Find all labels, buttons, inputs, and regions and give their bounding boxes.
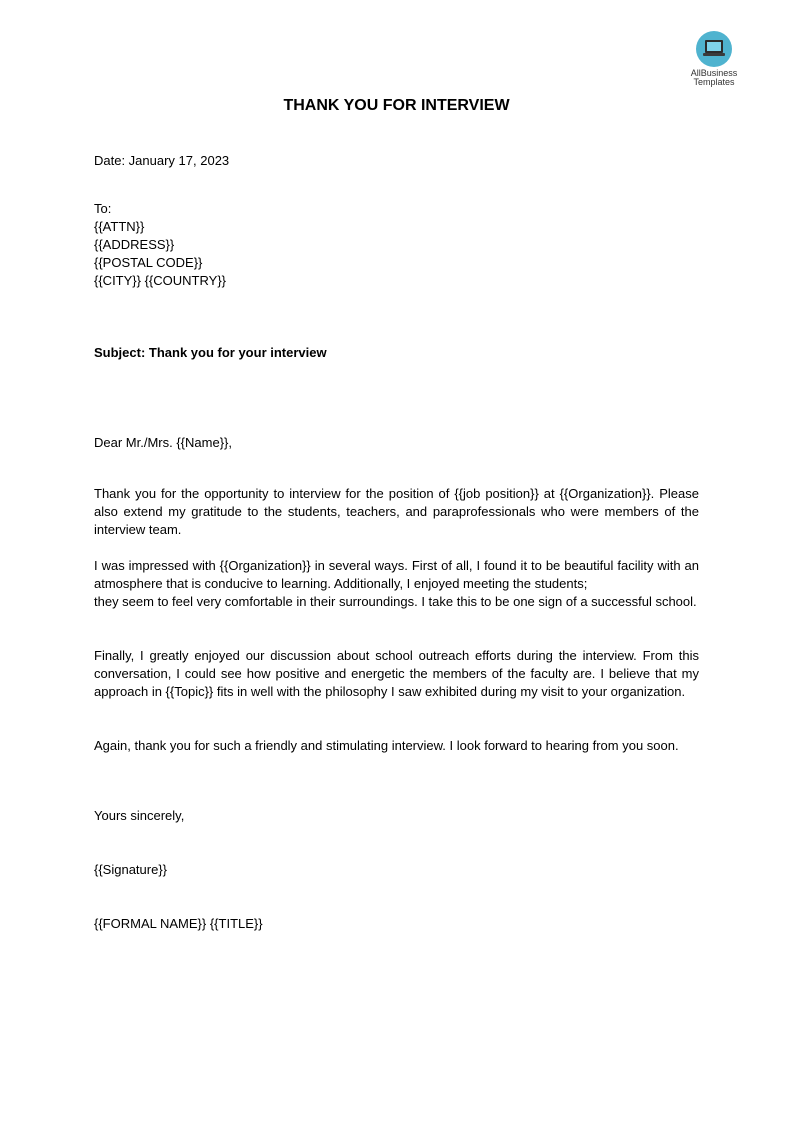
- body-paragraph-2-continued: they seem to feel very comfortable in their surroundings. I take this to be one sign of a successful school.: [94, 594, 697, 609]
- recipient-attn: {{ATTN}}: [94, 219, 145, 234]
- letter-salutation: Dear Mr./Mrs. {{Name}},: [94, 435, 232, 450]
- body-paragraph-1: Thank you for the opportunity to interview for the position of {{job position}} at {{Organization}}. Please also extend my gratitude to the students, teachers, and paraprofessionals who were members of the interview team.: [94, 486, 699, 537]
- letter-closing: Yours sincerely,: [94, 808, 185, 823]
- body-paragraph-4: Again, thank you for such a friendly and stimulating interview. I look forward to hearing from you soon.: [94, 738, 679, 753]
- recipient-address: {{ADDRESS}}: [94, 237, 175, 252]
- logo-text-line1: AllBusiness: [690, 68, 738, 78]
- letter-date: Date: January 17, 2023: [94, 153, 230, 168]
- recipient-city-country: {{CITY}} {{COUNTRY}}: [94, 273, 226, 288]
- allbusiness-templates-logo: [680, 31, 748, 87]
- recipient-to-label: To:: [94, 201, 112, 216]
- document-title: THANK YOU FOR INTERVIEW: [283, 97, 510, 114]
- body-paragraph-3: Finally, I greatly enjoyed our discussion about school outreach efforts during the interview. From this conversation, I could see how positive and energetic the members of the faculty are. I believe that my approach in {{Topic}} fits in well with the philosophy I saw exhibited during my visit to your organization.: [94, 648, 699, 699]
- laptop-icon: [696, 31, 732, 67]
- signature-placeholder: {{Signature}}: [94, 862, 168, 877]
- recipient-postal-code: {{POSTAL CODE}}: [94, 255, 203, 270]
- body-paragraph-2: I was impressed with {{Organization}} in several ways. First of all, I found it to be beautiful facility with an atmosphere that is conducive to learning. Additionally, I enjoyed meeting the students;: [94, 558, 699, 591]
- letter-subject: Subject: Thank you for your interview: [94, 345, 327, 360]
- formal-name-title: {{FORMAL NAME}} {{TITLE}}: [94, 916, 263, 931]
- logo-text-line2: Templates: [693, 77, 735, 87]
